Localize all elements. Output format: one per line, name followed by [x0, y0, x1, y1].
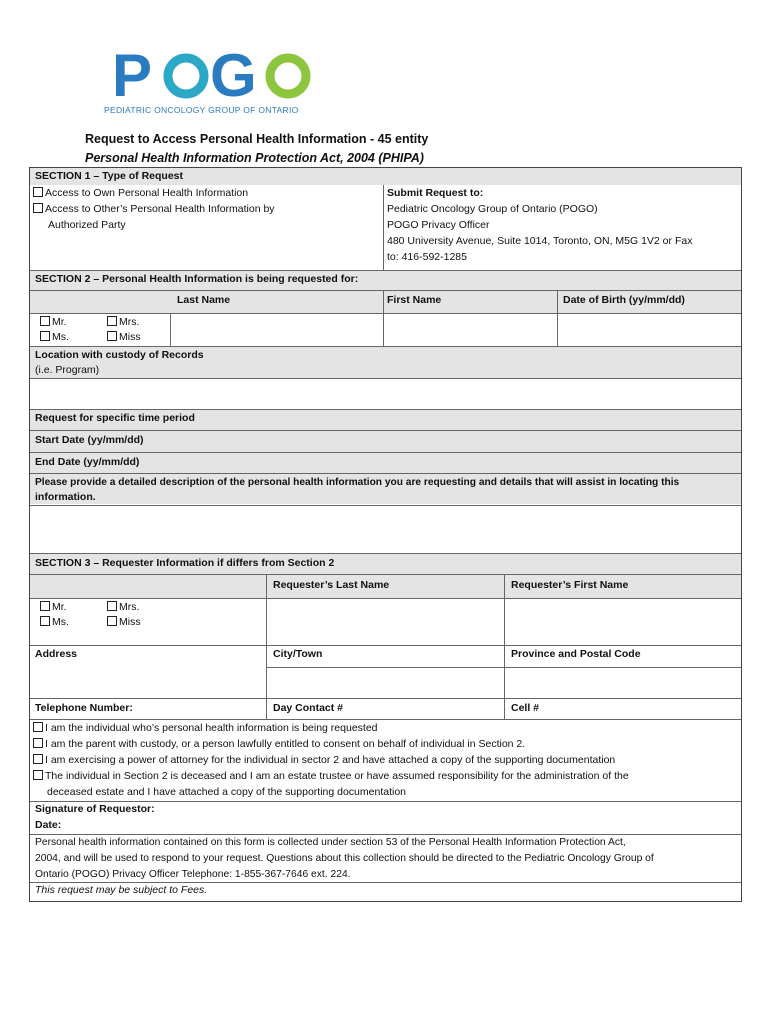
- day-contact-label[interactable]: Day Contact #: [273, 702, 344, 714]
- description-input[interactable]: [30, 505, 741, 553]
- option-other-label: Access to Other’s Personal Health Information by: [45, 203, 275, 215]
- requester-mrs-label: Mrs.: [119, 601, 140, 613]
- declaration-item[interactable]: [33, 753, 615, 768]
- date-label[interactable]: Date:: [35, 819, 62, 831]
- checkbox-declaration[interactable]: [33, 722, 43, 732]
- checkbox-declaration[interactable]: [33, 770, 43, 780]
- cell-label[interactable]: Cell #: [511, 702, 540, 714]
- requester-miss-label: Miss: [119, 616, 141, 628]
- checkbox-requester-miss[interactable]: [107, 616, 117, 626]
- declaration-text: I am exercising a power of attorney for the individual in sector 2 and have attached a copy of the supporting documentation: [45, 754, 616, 766]
- start-date-label[interactable]: Start Date (yy/mm/dd): [35, 434, 144, 446]
- request-form: [29, 167, 742, 902]
- declaration-item[interactable]: [33, 721, 378, 736]
- checkbox-ms[interactable]: [40, 331, 50, 341]
- declaration-continuation: deceased estate and I have attached a copy of the supporting documentation: [47, 786, 407, 798]
- telephone-label[interactable]: Telephone Number:: [35, 702, 133, 714]
- requester-mr-label: Mr.: [52, 601, 67, 613]
- declaration-text: I am the parent with custody, or a person lawfully entitled to consent on behalf of individual in Section 2.: [45, 738, 526, 750]
- checkbox-requester-mrs[interactable]: [107, 601, 117, 611]
- submit-heading: Submit Request to:: [387, 187, 484, 199]
- requester-title-ms[interactable]: [40, 615, 69, 630]
- col-dob: Date of Birth (yy/mm/dd): [563, 294, 685, 306]
- declaration-text: The individual in Section 2 is deceased and I am an estate trustee or have assumed responsibility for the administration of the: [45, 770, 629, 782]
- checkbox-mrs[interactable]: [107, 316, 117, 326]
- requester-last-name-input[interactable]: [266, 598, 504, 645]
- requester-first-name-input[interactable]: [504, 598, 741, 645]
- submit-line: Pediatric Oncology Group of Ontario (POGO): [387, 203, 598, 215]
- section2-heading: SECTION 2 – Personal Health Information is being requested for:: [35, 273, 359, 285]
- pogo-logo: [104, 44, 322, 124]
- checkbox-declaration[interactable]: [33, 738, 43, 748]
- form-subtitle: Personal Health Information Protection Act, 2004 (PHIPA): [85, 151, 424, 165]
- form-title: Request to Access Personal Health Information - 45 entity: [85, 132, 429, 146]
- option-own-label: Access to Own Personal Health Information: [45, 187, 249, 199]
- option-other-info[interactable]: [33, 202, 275, 217]
- option-own-info[interactable]: [33, 186, 248, 201]
- requester-title-miss[interactable]: [107, 615, 141, 630]
- end-date-label[interactable]: End Date (yy/mm/dd): [35, 456, 140, 468]
- declaration-item[interactable]: [33, 769, 629, 784]
- province-label: Province and Postal Code: [511, 648, 641, 660]
- logo-subtitle: PEDIATRIC ONCOLOGY GROUP OF ONTARIO: [104, 105, 299, 115]
- time-period-label: Request for specific time period: [35, 412, 195, 424]
- fees-note: This request may be subject to Fees.: [35, 884, 208, 896]
- requester-ms-label: Ms.: [52, 616, 69, 628]
- dob-input[interactable]: [557, 313, 741, 346]
- logo-letter-p: P: [112, 44, 153, 109]
- description-label-cont: information.: [35, 491, 96, 503]
- col-last-name: Last Name: [177, 294, 231, 306]
- submit-line: to: 416-592-1285: [387, 251, 467, 263]
- notice-line: 2004, and will be used to respond to your request. Questions about this collection should be directed to the Pediatric Oncology Group of: [35, 853, 654, 864]
- location-label: Location with custody of Records: [35, 349, 204, 361]
- province-input[interactable]: [504, 667, 741, 698]
- logo-letter-g: G: [210, 44, 257, 109]
- notice-line: Ontario (POGO) Privacy Officer Telephone: 1-855-367-7646 ext. 224.: [35, 869, 351, 880]
- checkbox-requester-ms[interactable]: [40, 616, 50, 626]
- col-requester-last-name: Requester’s Last Name: [273, 579, 390, 591]
- title-mr[interactable]: [40, 315, 67, 330]
- submit-line: 480 University Avenue, Suite 1014, Toronto, ON, M5G 1V2 or Fax: [387, 235, 693, 247]
- requester-title-mr[interactable]: [40, 600, 67, 615]
- checkbox-mr[interactable]: [40, 316, 50, 326]
- checkbox-other-info[interactable]: [33, 203, 43, 213]
- location-input[interactable]: [30, 378, 741, 409]
- notice-line: Personal health information contained on this form is collected under section 53 of the Personal Health Information Protection Act,: [35, 837, 626, 848]
- title-miss[interactable]: [107, 330, 141, 345]
- title-mrs-label: Mrs.: [119, 316, 140, 328]
- city-label: City/Town: [273, 648, 323, 660]
- section1-heading: SECTION 1 – Type of Request: [35, 170, 183, 182]
- location-hint: (i.e. Program): [35, 364, 100, 376]
- city-input[interactable]: [266, 667, 504, 698]
- declaration-text: I am the individual who’s personal health information is being requested: [45, 722, 378, 734]
- address-input[interactable]: [30, 667, 266, 698]
- title-mr-label: Mr.: [52, 316, 67, 328]
- submit-line: POGO Privacy Officer: [387, 219, 490, 231]
- checkbox-declaration[interactable]: [33, 754, 43, 764]
- logo-letter-o1: [168, 58, 204, 94]
- title-miss-label: Miss: [119, 331, 141, 343]
- checkbox-miss[interactable]: [107, 331, 117, 341]
- address-label: Address: [35, 648, 78, 660]
- description-label: Please provide a detailed description of the personal health information you are requesting and details that will assist in locating this: [35, 477, 680, 488]
- last-name-input[interactable]: [170, 313, 383, 346]
- col-first-name: First Name: [387, 294, 442, 306]
- section3-heading: SECTION 3 – Requester Information if differs from Section 2: [35, 557, 335, 569]
- title-mrs[interactable]: [107, 315, 139, 330]
- checkbox-own-info[interactable]: [33, 187, 43, 197]
- requester-title-mrs[interactable]: [107, 600, 139, 615]
- option-other-label-cont: Authorized Party: [48, 219, 126, 231]
- declaration-item[interactable]: [33, 737, 525, 752]
- col-requester-first-name: Requester’s First Name: [511, 579, 629, 591]
- title-ms[interactable]: [40, 330, 69, 345]
- checkbox-requester-mr[interactable]: [40, 601, 50, 611]
- signature-label[interactable]: Signature of Requestor:: [35, 803, 155, 815]
- first-name-input[interactable]: [383, 313, 557, 346]
- logo-letter-o2: [270, 58, 306, 94]
- title-ms-label: Ms.: [52, 331, 69, 343]
